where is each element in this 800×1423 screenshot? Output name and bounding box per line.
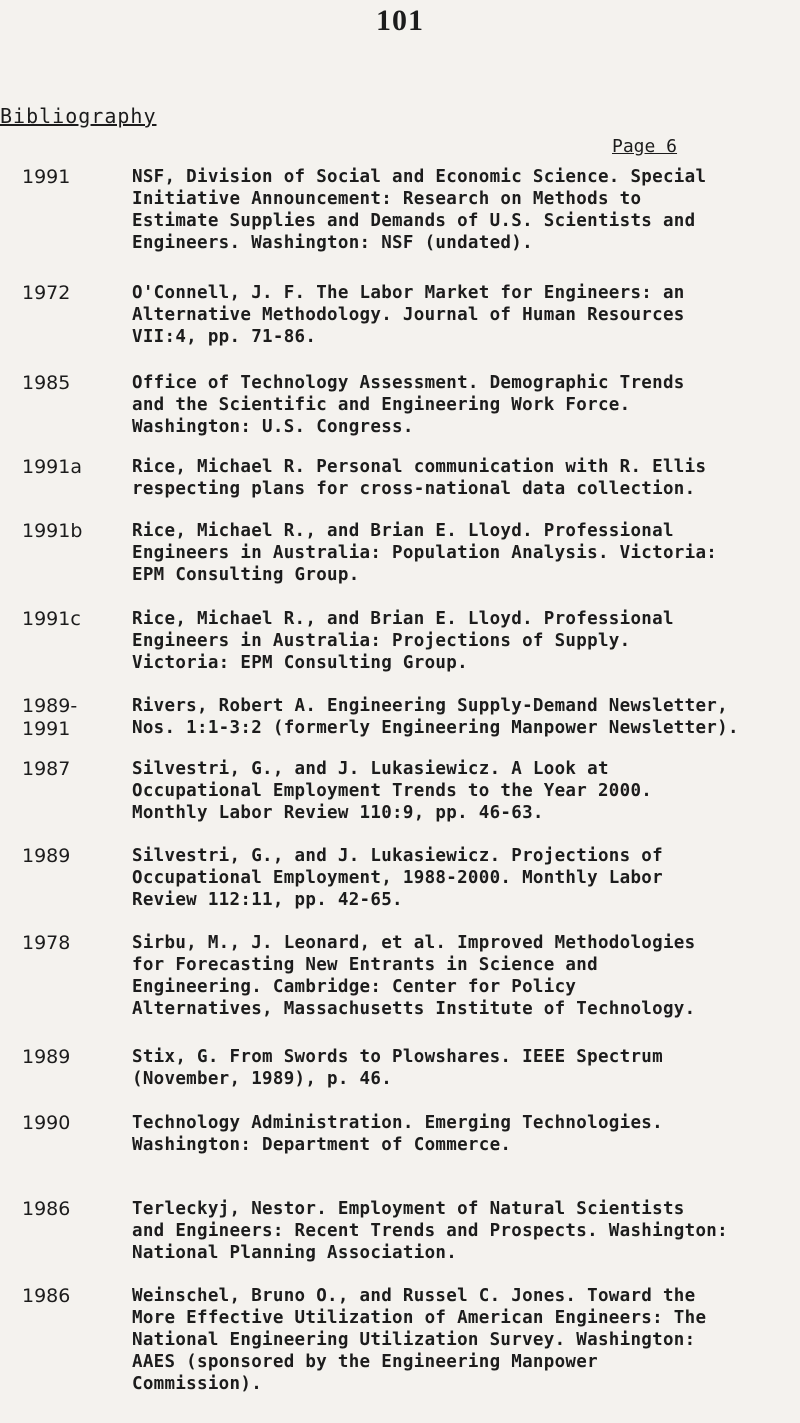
citation-line: Engineering. Cambridge: Center for Policy: [132, 977, 577, 997]
entry-year: 1989: [22, 845, 71, 867]
section-title: Bibliography: [0, 104, 157, 128]
citation-line: Washington: U.S. Congress.: [132, 417, 414, 437]
entry-year: 1991c: [22, 608, 81, 630]
citation-line: VII:4, pp. 71-86.: [132, 327, 317, 347]
citation-line: Rice, Michael R., and Brian E. Lloyd. Professional: [132, 521, 674, 541]
entry-citation: [132, 608, 798, 674]
citation-line: Engineers in Australia: Population Analysis. Victoria:: [132, 543, 718, 563]
citation-line: Occupational Employment Trends to the Year 2000.: [132, 781, 653, 801]
citation-line: O'Connell, J. F. The Labor Market for Engineers: an: [132, 283, 685, 303]
citation-line: More Effective Utilization of American Engineers: The: [132, 1308, 707, 1328]
citation-line: Estimate Supplies and Demands of U.S. Scientists and: [132, 211, 696, 231]
citation-line: Occupational Employment, 1988-2000. Monthly Labor: [132, 868, 663, 888]
entry-citation: [132, 166, 798, 254]
citation-line: Terleckyj, Nestor. Employment of Natural Scientists: [132, 1199, 685, 1219]
citation-line: Silvestri, G., and J. Lukasiewicz. A Look at: [132, 759, 609, 779]
page-label: Page 6: [612, 136, 678, 157]
entry-year: 1991b: [22, 520, 83, 542]
entry-citation: [132, 695, 798, 739]
citation-line: National Engineering Utilization Survey. Washington:: [132, 1330, 696, 1350]
entry-citation: [132, 456, 798, 500]
citation-line: Alternative Methodology. Journal of Human Resources: [132, 305, 685, 325]
page-number: 101: [376, 4, 424, 37]
entry-year: 1972: [22, 282, 71, 304]
entry-year: 1991: [22, 166, 71, 188]
entry-citation: [132, 845, 798, 911]
citation-line: respecting plans for cross-national data collection.: [132, 479, 696, 499]
citation-line: and the Scientific and Engineering Work Force.: [132, 395, 631, 415]
citation-line: Office of Technology Assessment. Demographic Trends: [132, 373, 685, 393]
citation-line: Nos. 1:1-3:2 (formerly Engineering Manpower Newsletter).: [132, 718, 739, 738]
entry-citation: [132, 758, 798, 824]
entry-year: 1986: [22, 1198, 71, 1220]
entry-citation: [132, 1112, 798, 1156]
entry-citation: [132, 1285, 798, 1395]
entry-year: 1991a: [22, 456, 82, 478]
entry-citation: [132, 372, 798, 438]
entry-year: 1989- 1991: [22, 695, 78, 740]
citation-line: Monthly Labor Review 110:9, pp. 46-63.: [132, 803, 544, 823]
citation-line: (November, 1989), p. 46.: [132, 1069, 393, 1089]
citation-line: Victoria: EPM Consulting Group.: [132, 653, 468, 673]
citation-line: Stix, G. From Swords to Plowshares. IEEE Spectrum: [132, 1047, 663, 1067]
entry-year: 1990: [22, 1112, 71, 1134]
citation-line: Engineers. Washington: NSF (undated).: [132, 233, 533, 253]
citation-line: NSF, Division of Social and Economic Science. Special: [132, 167, 707, 187]
entry-citation: [132, 1198, 798, 1264]
entry-year: 1985: [22, 372, 71, 394]
entry-citation: [132, 932, 798, 1020]
citation-line: Review 112:11, pp. 42-65.: [132, 890, 403, 910]
entry-year: 1978: [22, 932, 71, 954]
entry-citation: [132, 282, 798, 348]
entry-year: 1987: [22, 758, 71, 780]
citation-line: Rice, Michael R., and Brian E. Lloyd. Professional: [132, 609, 674, 629]
entry-citation: [132, 520, 798, 586]
entry-year: 1989: [22, 1046, 71, 1068]
entry-year: 1986: [22, 1285, 71, 1307]
citation-line: EPM Consulting Group.: [132, 565, 360, 585]
entry-citation: [132, 1046, 798, 1090]
citation-line: Rivers, Robert A. Engineering Supply-Demand Newsletter,: [132, 696, 728, 716]
citation-line: Engineers in Australia: Projections of Supply.: [132, 631, 631, 651]
citation-line: National Planning Association.: [132, 1243, 458, 1263]
citation-line: Alternatives, Massachusetts Institute of Technology.: [132, 999, 696, 1019]
citation-line: Sirbu, M., J. Leonard, et al. Improved Methodologies: [132, 933, 696, 953]
citation-line: Weinschel, Bruno O., and Russel C. Jones. Toward the: [132, 1286, 696, 1306]
citation-line: Commission).: [132, 1374, 263, 1394]
citation-line: Rice, Michael R. Personal communication with R. Ellis: [132, 457, 707, 477]
citation-line: and Engineers: Recent Trends and Prospects. Washington:: [132, 1221, 728, 1241]
citation-line: Technology Administration. Emerging Technologies.: [132, 1113, 663, 1133]
citation-line: Initiative Announcement: Research on Methods to: [132, 189, 642, 209]
citation-line: AAES (sponsored by the Engineering Manpower: [132, 1352, 598, 1372]
citation-line: Silvestri, G., and J. Lukasiewicz. Projections of: [132, 846, 663, 866]
citation-line: for Forecasting New Entrants in Science and: [132, 955, 598, 975]
citation-line: Washington: Department of Commerce.: [132, 1135, 512, 1155]
